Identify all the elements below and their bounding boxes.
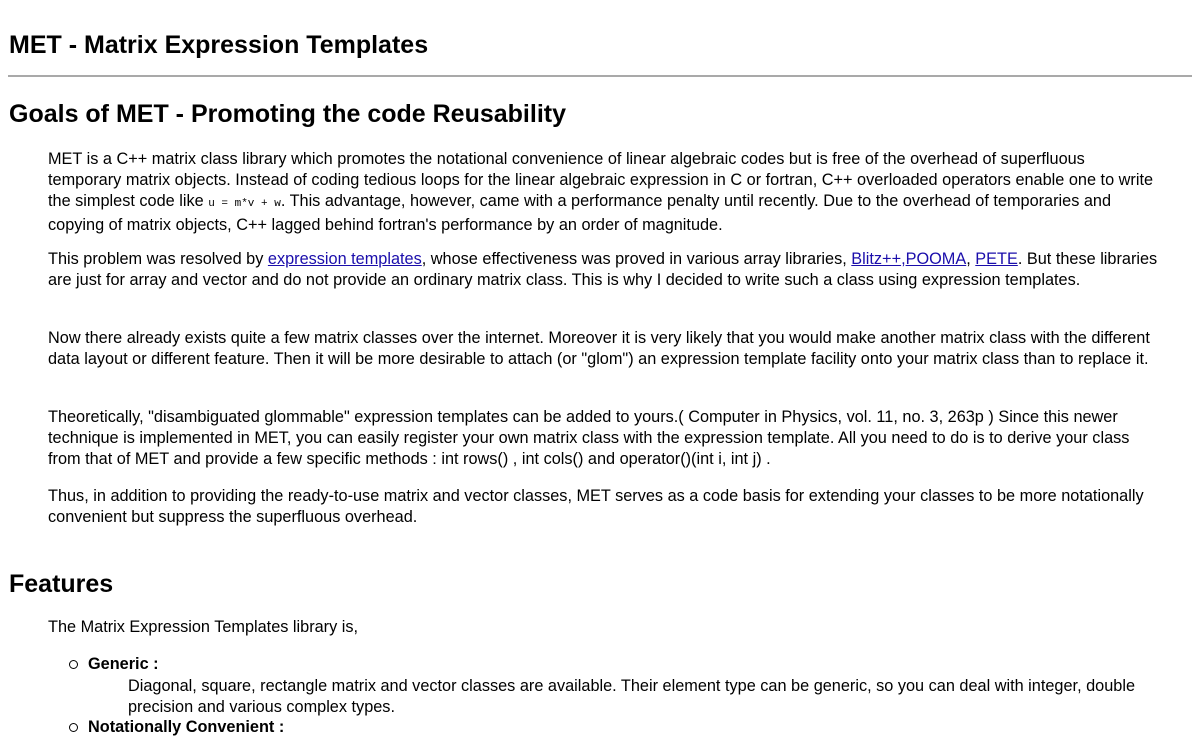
goals-paragraph-2	[48, 249, 1158, 291]
features-intro: The Matrix Expression Templates library is,	[48, 618, 359, 636]
goals-p2-text-d: ,	[966, 250, 976, 268]
code-sample: u = m*v + w	[208, 198, 281, 210]
goals-p2-text-e: . But these libraries are just for array and vector and do not provide an ordinary matrix class. This is why I decided to write such a class using expression templates.	[48, 250, 1158, 289]
blitz-comma-link[interactable]: ,	[901, 250, 906, 268]
goals-p1-text-a: MET is a C++ matrix class library which promotes the notational convenience of linear algebraic codes but is free of the overhead of superfluous temporary matrix objects. Instead of coding tedious loops for the linear algebraic expression in C or fortran, C++ overloaded operators enable one to write the simplest code like	[48, 150, 1154, 210]
goals-paragraph-1	[48, 149, 1158, 236]
features-heading: Features	[9, 570, 114, 598]
feature-term-generic: Generic :	[88, 655, 159, 673]
goals-heading: Goals of MET - Promoting the code Reusability	[9, 100, 566, 128]
pete-link[interactable]: PETE	[975, 250, 1018, 268]
goals-p2-text-b: , whose effectiveness was proved in various array libraries,	[421, 250, 852, 268]
circle-bullet-icon	[69, 723, 78, 732]
goals-p1-text-b: . This advantage, however, came with a performance penalty until recently. Due to the overhead of temporaries and copying of matrix objects, C++ lagged behind fortran's performance by an order of magnitude.	[48, 192, 1112, 234]
feature-desc-generic: Diagonal, square, rectangle matrix and vector classes are available. Their element type can be generic, so you can deal with integer, double precision and various complex types.	[128, 677, 1136, 716]
horizontal-rule	[8, 75, 1192, 77]
page-title: MET - Matrix Expression Templates	[9, 31, 429, 59]
feature-term-notationally-convenient: Notationally Convenient :	[88, 718, 285, 736]
goals-p2-text-a: This problem was resolved by	[48, 250, 268, 268]
pooma-link[interactable]: POOMA	[905, 250, 967, 268]
goals-paragraph-3: Now there already exists quite a few matrix classes over the internet. Moreover it is very likely that you would make another matrix class with the different data layout or different feature. Then it will be more desirable to attach (or "glom") an expression template facility onto your matrix class than to replace it.	[48, 329, 1150, 368]
circle-bullet-icon	[69, 660, 78, 669]
blitz-link[interactable]: Blitz++	[851, 250, 902, 268]
goals-paragraph-5: Thus, in addition to providing the ready-to-use matrix and vector classes, MET serves as a code basis for extending your classes to be more notationally convenient but suppress the superfluous overhead.	[48, 487, 1144, 526]
goals-paragraph-4: Theoretically, "disambiguated glommable" expression templates can be added to yours.( Computer in Physics, vol. 11, no. 3, 263p ) Since this newer technique is implemented in MET, you can easily register your own matrix class with the expression template. All you need to do is to derive your class from that of MET and provide a few specific methods : int rows() , int cols() and operator()(int i, int j) .	[48, 408, 1130, 468]
expression-templates-link[interactable]: expression templates	[267, 250, 422, 268]
